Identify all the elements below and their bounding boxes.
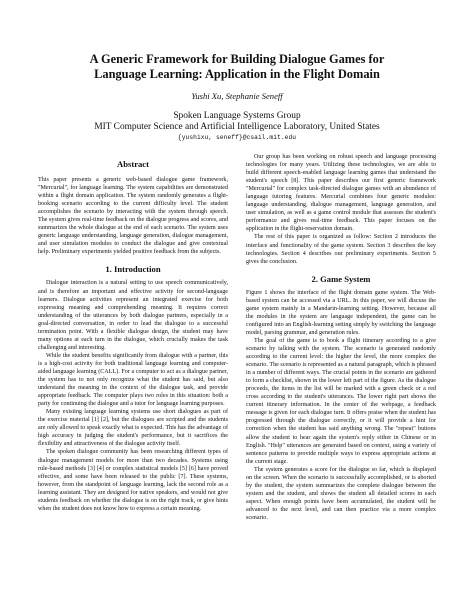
intro-paragraph: The spoken dialogue community has been researching different types of dialogue management models for more than two decades. Systems using rule-based methods [3] [4] or complex statistical models [5] [6] have proved effective, and some have been released to the public [7]. These systems, however, from the standpoint of language learning, lack the second role as a learning assistant. They are designed for native speakers, and would not give students feedback on whether the dialogue is on the right track, or give hints when the student does not know how to express a certain meaning. bbox=[38, 449, 228, 512]
paper-title bbox=[38, 52, 436, 81]
intro-paragraph: The rest of this paper is organized as follow: Section 2 introduces the interface and functionality of the game system. Section 3 describes the key technologies. Section 4 describes our preliminary experiments. Section 5 gives the conclusion. bbox=[246, 234, 436, 265]
affiliation-group: Spoken Language Systems Group bbox=[173, 111, 301, 121]
author-email: {yushixu, seneff}@csail.mit.edu bbox=[177, 134, 297, 141]
right-column bbox=[246, 153, 436, 522]
section-2-heading: 2. Game System bbox=[311, 273, 371, 284]
intro-paragraph: While the student benefits significantly from dialogue with a partner, this is a high-cost activity for both traditional language learning and computer-aided language learning (CALL). For a computer to act as a dialogue partner, the system has to not only recognize what the student has said, but also understand the meaning in the context of the dialogue task, and provide appropriate feedback. The computer plays two roles in this situation: both a party for continuing the dialogue and a tutor for language learning purposes. bbox=[38, 352, 228, 408]
intro-paragraph: Our group has been working on robust speech and language processing technologies for many years. Utilizing these technologies, we are able to build different speech-enabled language learning games that understand the student's speech [8]. This paper describes our first generic framework "Mercurial" for complex task-directed dialogue games with an abundance of language tutoring features. Mercurial combines four generic modules: language understanding, dialogue management, language generation, and user simulation, as well as a game control module that assesses the student's performance and gives real-time feedback. This paper focuses on the application in the flight-reservation domain. bbox=[246, 154, 436, 233]
intro-paragraph: Dialogue interaction is a natural setting to use speech communicatively, and is therefore an important and effective activity for second-language learners. Dialogue activities represent an integrated exercise for both expressing meaning and comprehending meaning. It requires correct understanding of the utterances by both dialogue partners, especially in a goal-directed conversation, in order to lead the dialogue to a successful termination point. With a flexible dialogue design, the student may have many options at each turn in the dialogue, which crucially makes the task challenging and interesting. bbox=[38, 280, 228, 351]
affiliation bbox=[38, 111, 436, 133]
game-system-paragraph: The goal of the game is to book a flight itinerary according to a give scenario by talking with the system. The scenario is generated randomly according to the current level: the higher the level, the more complex the scenario. The scenario is represented as a natural paragraph, which is phrased in a number of different ways. The crucial points in the scenario are gathered to form a checklist, shown in the lower left part of the figure. As the dialogue proceeds, the items in the list will be marked with a green check or a red cross according to the student's utterances. The lower right part shows the current itinerary information. In the center of the webpage, a feedback message is given for each dialogue turn. It offers praise when the student has progressed through the dialogue correctly, or it will provide a hint for correction when the student has said anything wrong. The "repeat" buttons allow the student to hear again the system's reply either in Chinese or in English. "Help" utterances are generated based on context, using a variety of sentence patterns to provide multiple ways to express appropriate actions at the current stage. bbox=[246, 337, 436, 465]
left-column bbox=[38, 153, 228, 522]
abstract-heading: Abstract bbox=[117, 159, 149, 169]
game-system-paragraph: The system generates a score for the dialogue so far, which is displayed on the screen. When the scenario is successfully accomplished, or is aborted by the student, the system summarizes the complete dialogue between the system and the student, and shows the student all detailed scores in each aspect. When enough points have been accumulated, the student will be advanced to the next level, and can then practice via a more complex scenario. bbox=[246, 466, 436, 521]
abstract-text: This paper presents a generic web-based dialogue game framework, "Mercurial", for language learning. The system capabilities are demonstrated within a flight domain application. The system randomly generates a flight-booking scenario according to the current difficulty level. The student accomplishes the scenario by interacting with the system through speech. The system gives real-time feedback on the dialogue progress and scores, and summarizes the whole dialogue at the end of each scenario. The system uses generic language understanding, language generation, dialogue management, and user simulation modules to conduct the dialogue and give contextual help. Preliminary experiments yielded positive feedback from the subjects. bbox=[38, 177, 229, 256]
game-system-paragraph: Figure 1 shows the interface of the flight domain game system. The Web-based system can be accessed via a URL. In this paper, we will discuss the game system mainly in a Mandarin-learning setting. However, because all the modules in the system are language independent, the game can be configured into an English-learning setting simply by switching the language model, parsing grammar, and generation rules. bbox=[246, 289, 436, 336]
title-line-2: Language Learning: Application in the Flight Domain bbox=[94, 66, 380, 81]
author-list: Yushi Xu, Stephanie Seneff bbox=[191, 91, 283, 101]
affiliation-institution: MIT Computer Science and Artificial Intelligence Laboratory, United States bbox=[94, 122, 380, 132]
body-columns bbox=[38, 153, 436, 522]
intro-paragraph: Many existing language learning systems use short dialogues as part of the exercise material [1] [2], but the dialogues are scripted and the students are only allowed to speak exactly what is expected. This has the advantage of high accuracy in judging the student's performance, but it sacrifices the flexibility and attractiveness of the dialogue activity itself. bbox=[38, 409, 228, 448]
title-line-1: A Generic Framework for Building Dialogue Games for bbox=[89, 52, 385, 66]
section-1-heading: 1. Introduction bbox=[105, 264, 161, 275]
